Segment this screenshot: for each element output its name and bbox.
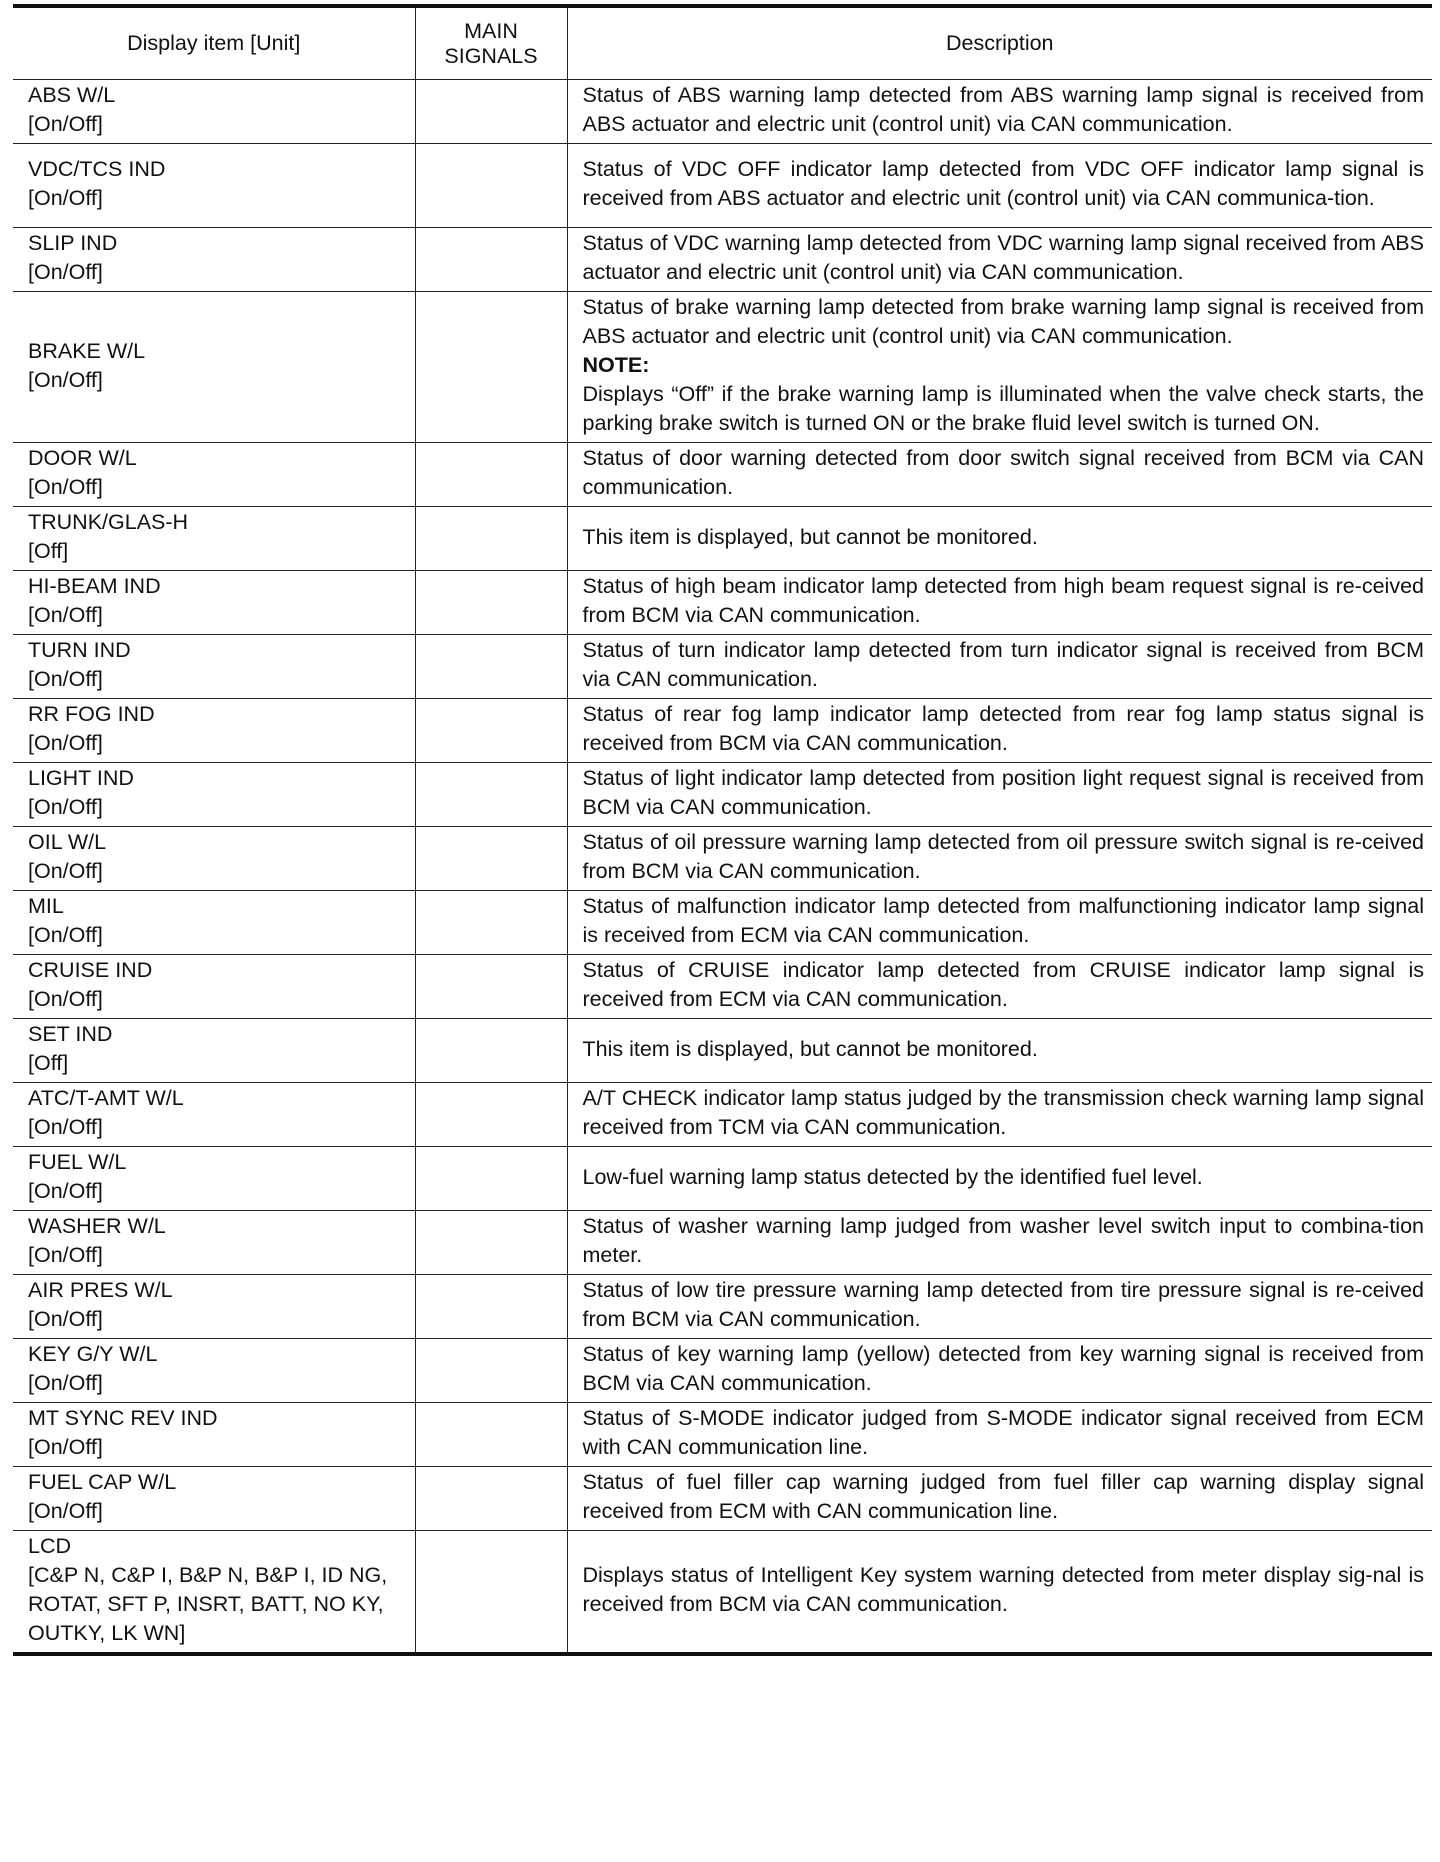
main-signals-cell	[415, 955, 567, 1019]
description-text: Status of low tire pressure warning lamp detected from tire pressure signal is re-ceived from BCM via CAN communication.	[582, 1278, 1424, 1331]
display-item-cell	[13, 1467, 415, 1531]
item-name: ABS W/L	[28, 83, 116, 107]
item-unit: [On/Off]	[28, 1499, 103, 1523]
table-row	[13, 827, 1432, 891]
main-signals-cell	[415, 443, 567, 507]
description-cell	[567, 1083, 1432, 1147]
table-row	[13, 443, 1432, 507]
item-unit: [On/Off]	[28, 667, 103, 691]
description-text: A/T CHECK indicator lamp status judged by the transmission check warning lamp signal received from TCM via CAN communication.	[582, 1086, 1424, 1139]
table-body	[13, 80, 1432, 1655]
display-item-cell	[13, 144, 415, 228]
description-cell	[567, 635, 1432, 699]
display-item-cell	[13, 571, 415, 635]
display-item-cell	[13, 80, 415, 144]
description-text: Status of malfunction indicator lamp detected from malfunctioning indicator lamp signal is received from ECM via CAN communication.	[582, 894, 1424, 947]
description-cell	[567, 1403, 1432, 1467]
table-row	[13, 1211, 1432, 1275]
description-cell	[567, 763, 1432, 827]
item-unit: [On/Off]	[28, 923, 103, 947]
item-name: HI-BEAM IND	[28, 574, 161, 598]
description-text: Status of turn indicator lamp detected from turn indicator signal is received from BCM via CAN communication.	[582, 638, 1424, 691]
description-text: Displays status of Intelligent Key system warning detected from meter display sig-nal is received from BCM via CAN communication.	[582, 1563, 1424, 1616]
item-name: AIR PRES W/L	[28, 1278, 173, 1302]
description-text: Status of door warning detected from door switch signal received from BCM via CAN communication.	[582, 446, 1424, 499]
display-item-cell	[13, 891, 415, 955]
description-cell	[567, 955, 1432, 1019]
display-item-cell	[13, 1275, 415, 1339]
item-name: TRUNK/GLAS-H	[28, 510, 189, 534]
table-row	[13, 1275, 1432, 1339]
header-display-item: Display item [Unit]	[13, 6, 415, 80]
main-signals-cell	[415, 1019, 567, 1083]
item-name: MT SYNC REV IND	[28, 1406, 218, 1430]
table-row	[13, 507, 1432, 571]
description-cell	[567, 827, 1432, 891]
description-cell	[567, 891, 1432, 955]
display-item-cell	[13, 763, 415, 827]
display-item-cell	[13, 228, 415, 292]
item-unit: [On/Off]	[28, 859, 103, 883]
main-signals-cell	[415, 699, 567, 763]
item-unit: [On/Off]	[28, 475, 103, 499]
display-item-cell	[13, 292, 415, 443]
display-item-cell	[13, 1147, 415, 1211]
main-signals-cell	[415, 1275, 567, 1339]
table-row	[13, 1403, 1432, 1467]
main-signals-cell	[415, 1211, 567, 1275]
description-text: Status of CRUISE indicator lamp detected from CRUISE indicator lamp signal is received from ECM via CAN communication.	[582, 958, 1424, 1011]
description-text: Status of VDC OFF indicator lamp detected from VDC OFF indicator lamp signal is received from ABS actuator and electric unit (control unit) via CAN communica-tion.	[582, 157, 1424, 210]
item-name: KEY G/Y W/L	[28, 1342, 158, 1366]
main-signals-cell	[415, 571, 567, 635]
description-text: Status of key warning lamp (yellow) detected from key warning signal is received from BCM via CAN communication.	[582, 1342, 1424, 1395]
display-item-cell	[13, 1403, 415, 1467]
table-row	[13, 635, 1432, 699]
table-row	[13, 1083, 1432, 1147]
table-row	[13, 1339, 1432, 1403]
item-unit: [On/Off]	[28, 1371, 103, 1395]
description-text: Status of rear fog lamp indicator lamp detected from rear fog lamp status signal is received from BCM via CAN communication.	[582, 702, 1424, 755]
item-unit: [C&P N, C&P I, B&P N, B&P I, ID NG, ROTAT, SFT P, INSRT, BATT, NO KY, OUTKY, LK WN]	[28, 1563, 388, 1645]
item-name: OIL W/L	[28, 830, 107, 854]
table-row	[13, 1147, 1432, 1211]
description-text: This item is displayed, but cannot be monitored.	[582, 524, 1038, 549]
description-cell	[567, 1019, 1432, 1083]
table-row	[13, 80, 1432, 144]
table-row	[13, 571, 1432, 635]
item-name: BRAKE W/L	[28, 338, 146, 363]
table-row	[13, 1531, 1432, 1655]
main-signals-cell	[415, 635, 567, 699]
display-item-cell	[13, 1083, 415, 1147]
description-text: Status of oil pressure warning lamp detected from oil pressure switch signal is re-ceived from BCM via CAN communication.	[582, 830, 1424, 883]
item-unit: [Off]	[28, 539, 69, 563]
item-name: SLIP IND	[28, 231, 118, 255]
item-unit: [On/Off]	[28, 795, 103, 819]
item-unit: [On/Off]	[28, 603, 103, 627]
display-item-cell	[13, 955, 415, 1019]
item-name: WASHER W/L	[28, 1214, 166, 1238]
item-unit: [On/Off]	[28, 1307, 103, 1331]
display-item-cell	[13, 507, 415, 571]
description-cell	[567, 144, 1432, 228]
header-main-signals-line1: MAIN	[464, 18, 518, 43]
table-row	[13, 891, 1432, 955]
description-cell	[567, 507, 1432, 571]
display-item-table	[13, 4, 1432, 1656]
header-main-signals	[415, 6, 567, 80]
description-cell	[567, 1467, 1432, 1531]
table-row	[13, 228, 1432, 292]
table-row	[13, 292, 1432, 443]
item-name: RR FOG IND	[28, 702, 155, 726]
main-signals-cell	[415, 827, 567, 891]
item-name: CRUISE IND	[28, 958, 153, 982]
description-text: Low-fuel warning lamp status detected by the identified fuel level.	[582, 1164, 1203, 1189]
item-unit: [On/Off]	[28, 731, 103, 755]
item-unit: [On/Off]	[28, 987, 103, 1011]
item-unit: [On/Off]	[28, 112, 103, 136]
item-name: FUEL CAP W/L	[28, 1470, 177, 1494]
main-signals-cell	[415, 1083, 567, 1147]
item-unit: [Off]	[28, 1051, 69, 1075]
table-row	[13, 955, 1432, 1019]
description-cell	[567, 1339, 1432, 1403]
main-signals-cell	[415, 1403, 567, 1467]
item-name: DOOR W/L	[28, 446, 137, 470]
item-name: MIL	[28, 894, 64, 918]
display-item-cell	[13, 1211, 415, 1275]
item-name: TURN IND	[28, 638, 131, 662]
table-row	[13, 1467, 1432, 1531]
table-row	[13, 144, 1432, 228]
main-signals-cell	[415, 891, 567, 955]
description-cell	[567, 443, 1432, 507]
main-signals-cell	[415, 80, 567, 144]
description-cell	[567, 1147, 1432, 1211]
item-name: SET IND	[28, 1022, 113, 1046]
display-item-cell	[13, 1019, 415, 1083]
item-name: LCD	[28, 1534, 72, 1558]
description-text: Status of fuel filler cap warning judged from fuel filler cap warning display signal received from ECM with CAN communication line.	[582, 1470, 1424, 1523]
description-cell	[567, 80, 1432, 144]
description-text: Status of brake warning lamp detected from brake warning lamp signal is received from ABS actuator and electric unit (control unit) via CAN communication.	[582, 295, 1424, 348]
main-signals-cell	[415, 1339, 567, 1403]
main-signals-cell	[415, 1467, 567, 1531]
description-text: Status of VDC warning lamp detected from VDC warning lamp signal received from ABS actuator and electric unit (control unit) via CAN communication.	[582, 231, 1424, 284]
display-item-cell	[13, 443, 415, 507]
description-cell	[567, 292, 1432, 443]
main-signals-cell	[415, 292, 567, 443]
item-name: ATC/T-AMT W/L	[28, 1086, 184, 1110]
description-text: Status of washer warning lamp judged from washer level switch input to combina-tion meter.	[582, 1214, 1424, 1267]
item-unit: [On/Off]	[28, 1115, 103, 1139]
item-unit: [On/Off]	[28, 186, 103, 210]
item-unit: [On/Off]	[28, 1179, 103, 1203]
main-signals-cell	[415, 144, 567, 228]
display-item-cell	[13, 1531, 415, 1655]
description-text: Status of light indicator lamp detected from position light request signal is received from BCM via CAN communication.	[582, 766, 1424, 819]
description-cell	[567, 571, 1432, 635]
item-name: LIGHT IND	[28, 766, 134, 790]
item-unit: [On/Off]	[28, 1243, 103, 1267]
main-signals-cell	[415, 228, 567, 292]
description-cell	[567, 228, 1432, 292]
display-item-cell	[13, 699, 415, 763]
header-row	[13, 6, 1432, 80]
item-unit: [On/Off]	[28, 1435, 103, 1459]
description-cell	[567, 699, 1432, 763]
table-row	[13, 763, 1432, 827]
description-cell	[567, 1211, 1432, 1275]
item-unit: [On/Off]	[28, 367, 103, 392]
item-name: FUEL W/L	[28, 1150, 127, 1174]
display-item-cell	[13, 1339, 415, 1403]
main-signals-cell	[415, 1147, 567, 1211]
table-header	[13, 6, 1432, 80]
description-cell	[567, 1275, 1432, 1339]
table-row	[13, 699, 1432, 763]
table-row	[13, 1019, 1432, 1083]
header-main-signals-line2: SIGNALS	[444, 43, 538, 68]
item-name: VDC/TCS IND	[28, 157, 166, 181]
note-label: NOTE:	[582, 353, 650, 377]
display-item-cell	[13, 635, 415, 699]
description-text: Status of high beam indicator lamp detected from high beam request signal is re-ceived from BCM via CAN communication.	[582, 574, 1424, 627]
description-cell	[567, 1531, 1432, 1655]
note-text: Displays “Off” if the brake warning lamp is illuminated when the valve check starts, the parking brake switch is turned ON or the brake fluid level switch is turned ON.	[582, 382, 1424, 435]
display-item-cell	[13, 827, 415, 891]
header-description: Description	[567, 6, 1432, 80]
item-unit: [On/Off]	[28, 260, 103, 284]
main-signals-cell	[415, 763, 567, 827]
description-text: This item is displayed, but cannot be monitored.	[582, 1036, 1038, 1061]
main-signals-cell	[415, 1531, 567, 1655]
description-text: Status of ABS warning lamp detected from ABS warning lamp signal is received from ABS actuator and electric unit (control unit) via CAN communication.	[582, 83, 1424, 136]
main-signals-cell	[415, 507, 567, 571]
description-text: Status of S-MODE indicator judged from S-MODE indicator signal received from ECM with CAN communication line.	[582, 1406, 1424, 1459]
